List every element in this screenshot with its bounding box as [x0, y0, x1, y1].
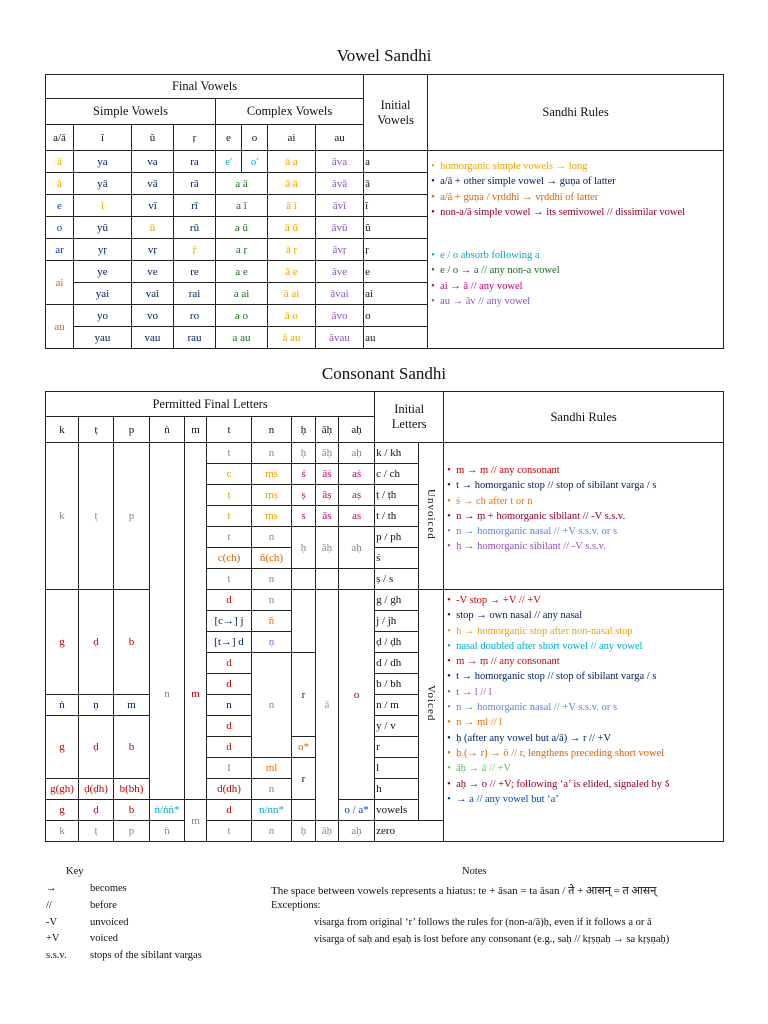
cell: ḍ	[79, 800, 114, 821]
col-header: n	[252, 417, 292, 443]
rule-item: • n → homorganic nasal // +V s.s.v. or s	[456, 700, 723, 715]
cell: ai	[46, 261, 74, 305]
initial-vowel: o	[364, 305, 428, 327]
cell: n	[252, 653, 292, 758]
initial-letter: zero	[375, 821, 444, 842]
cell: yŭ	[74, 217, 132, 239]
cell	[292, 590, 316, 653]
cell: n	[207, 695, 252, 716]
cell: n	[252, 527, 292, 548]
cell: rau	[174, 327, 216, 349]
cell: ḍ	[79, 716, 114, 779]
cell: a au	[216, 327, 268, 349]
col-header: p	[114, 417, 150, 443]
rule-item: • -V stop → +V // +V	[456, 593, 723, 608]
cell	[339, 569, 375, 590]
cell: ml	[252, 758, 292, 779]
cell: t	[207, 527, 252, 548]
key-symbol: →	[46, 883, 57, 894]
cell: g	[46, 800, 79, 821]
col-header: o	[242, 125, 268, 151]
rule-item: • au → āv // any vowel	[440, 294, 723, 309]
cell: a ŭ	[216, 217, 268, 239]
cell: ṃś	[252, 464, 292, 485]
key-symbol: //	[46, 899, 52, 911]
key-symbol: -V	[46, 916, 58, 928]
cell: n	[150, 590, 185, 800]
cell: āva	[316, 151, 364, 173]
cell: as	[339, 506, 375, 527]
cell: c(ch)	[207, 548, 252, 569]
cell: ā au	[268, 327, 316, 349]
cell: āvai	[316, 283, 364, 305]
cell: yau	[74, 327, 132, 349]
cell: ar	[46, 239, 74, 261]
col-header: ĭ	[74, 125, 132, 151]
cell: t	[207, 443, 252, 464]
rule-item: • nasal doubled after short vowel // any vowel	[456, 639, 723, 654]
cell: g	[46, 590, 79, 695]
initial-letter: ś	[375, 548, 419, 569]
cell: āḥ	[316, 821, 339, 842]
cell: o / a*	[339, 800, 375, 821]
cell: ya	[74, 151, 132, 173]
initial-letter: t / th	[375, 506, 419, 527]
cell	[292, 569, 316, 590]
consonant-sandhi-title: Consonant Sandhi	[321, 364, 447, 383]
cell: b(bh)	[114, 779, 150, 800]
col-header: t	[207, 417, 252, 443]
cell: aḥ	[339, 443, 375, 464]
key-symbol: +V	[46, 933, 60, 945]
cell: ṭ	[207, 485, 252, 506]
initial-vowels-header: Initial Vowels	[364, 75, 428, 151]
cell: a ā	[216, 173, 268, 195]
simple-vowels-header: Simple Vowels	[46, 99, 216, 125]
cell: ś	[292, 464, 316, 485]
cell: o*	[292, 737, 316, 758]
initial-letters-header: Initial Letters	[375, 392, 444, 443]
permitted-final-header: Permitted Final Letters	[46, 392, 375, 417]
cell: aḥ	[339, 527, 375, 569]
cell: āvā	[316, 173, 364, 195]
cell: a ṛ	[216, 239, 268, 261]
key-meaning: stops of the sibilant vargas	[90, 950, 202, 962]
notes-line-1: The space between vowels represents a hiatus: te + āsan = ta āsan / ते + आसन् = त आसन्	[271, 885, 657, 897]
cell: d	[207, 800, 252, 821]
cell: p	[114, 821, 150, 842]
cell: a ĭ	[216, 195, 268, 217]
cell: ū	[132, 217, 174, 239]
voiced-rules	[444, 590, 724, 842]
rule-item: • h → homorganic stop after non-nasal stop	[456, 624, 723, 639]
cell: k	[46, 443, 79, 590]
initial-vowel: ŭ	[364, 217, 428, 239]
initial-letter: j / jh	[375, 611, 419, 632]
cell: n	[252, 590, 292, 611]
cell: rā	[174, 173, 216, 195]
cell: d	[207, 674, 252, 695]
cell: b	[114, 590, 150, 695]
cell: ā ai	[268, 283, 316, 305]
cell: āvŭ	[316, 217, 364, 239]
rule-item: • m → ṃ // any consonant	[456, 654, 723, 669]
initial-letter: k / kh	[375, 443, 419, 464]
cell: n	[252, 779, 292, 800]
cell: rī	[174, 195, 216, 217]
cell: e'	[216, 151, 242, 173]
cell: t	[207, 506, 252, 527]
cell: [c→] j	[207, 611, 252, 632]
cell: d(dh)	[207, 779, 252, 800]
key-meaning: before	[90, 899, 117, 911]
cell: ṭ	[79, 821, 114, 842]
cell: [t→] d	[207, 632, 252, 653]
cell: āvo	[316, 305, 364, 327]
cell: yai	[74, 283, 132, 305]
cell: ṅ	[150, 821, 185, 842]
cell: n/nn*	[252, 800, 292, 821]
cell: n	[252, 821, 292, 842]
cell: au	[46, 305, 74, 349]
cell: ṇ	[79, 695, 114, 716]
initial-letter: l	[375, 758, 419, 779]
rule-item: • t → homorganic stop // stop of sibilant varga / s	[456, 669, 723, 684]
cell: ā a	[268, 151, 316, 173]
cell: m	[114, 695, 150, 716]
cell: āś	[316, 464, 339, 485]
cell: ā	[316, 590, 339, 821]
cell: ā ĭ	[268, 195, 316, 217]
cell: ṃs	[252, 506, 292, 527]
cell: m	[185, 800, 207, 842]
cell: ḍ	[79, 590, 114, 695]
sandhi-rules-header: Sandhi Rules	[444, 392, 724, 443]
rule-item: • e / o absorb following a	[440, 248, 723, 263]
initial-letter: p / ph	[375, 527, 419, 548]
cell: āve	[316, 261, 364, 283]
col-header: a/ā	[46, 125, 74, 151]
cell	[150, 443, 185, 590]
cell: rai	[174, 283, 216, 305]
cell: va	[132, 151, 174, 173]
key-heading: Key	[66, 866, 84, 877]
rule-item: • non-a/ā simple vowel → its semivowel // dissimilar vowel	[440, 205, 723, 220]
rule-item: • ḥ (after any vowel but a/ā) → r // +V	[456, 731, 723, 746]
complex-vowels-header: Complex Vowels	[216, 99, 364, 125]
cell: rū	[174, 217, 216, 239]
rule-item: • n → ṃl // l	[456, 715, 723, 730]
cell: o'	[242, 151, 268, 173]
rule-item: • stop → own nasal // any nasal	[456, 608, 723, 623]
notes-line-2: Exceptions:	[271, 900, 321, 911]
rule-item: • a/ā + guṇa / vṛddhi → vṛddhi of latter	[440, 190, 723, 205]
cell: āvĭ	[316, 195, 364, 217]
cell: vā	[132, 173, 174, 195]
col-header: k	[46, 417, 79, 443]
rule-item: • ś → ch after t or n	[456, 494, 723, 509]
cell: ṣ	[292, 485, 316, 506]
rule-item: • āḥ → ā // +V	[456, 761, 723, 776]
cell: ṃṣ	[252, 485, 292, 506]
cell: re	[174, 261, 216, 283]
initial-vowel: ĭ	[364, 195, 428, 217]
key-meaning: voiced	[90, 933, 118, 945]
cell: ve	[132, 261, 174, 283]
cell: c	[207, 464, 252, 485]
rule-item: • aḥ → o // +V; following ‘a’ is elided, signaled by ऽ	[456, 777, 723, 792]
initial-letter: y / v	[375, 716, 419, 737]
cell: d	[207, 716, 252, 737]
cell: o	[46, 217, 74, 239]
cell: ā	[46, 173, 74, 195]
key-meanings	[90, 883, 202, 967]
cell: b	[114, 800, 150, 821]
rule-item: • ḥ (→ r) → ō // r, lengthens preceding short vowel	[456, 746, 723, 761]
cell: ṭ	[79, 443, 114, 590]
initial-letter: n / m	[375, 695, 419, 716]
cell: t	[207, 821, 252, 842]
notes-heading: Notes	[462, 866, 487, 877]
initial-vowel: au	[364, 327, 428, 349]
cell: e	[46, 195, 74, 217]
cell: vai	[132, 283, 174, 305]
rule-item: • n → homorganic nasal // +V s.s.v. or s	[456, 524, 723, 539]
sandhi-rules-header: Sandhi Rules	[428, 75, 724, 151]
rule-item: • t → homorganic stop // stop of sibilant varga / s	[456, 478, 723, 493]
cell: ṅ/ṅṅ*	[150, 800, 185, 821]
consonant-sandhi-table	[45, 391, 724, 842]
cell: g	[46, 716, 79, 779]
cell: d	[207, 737, 252, 758]
col-header: aḥ	[339, 417, 375, 443]
col-header: ṛ	[174, 125, 216, 151]
cell: l	[207, 758, 252, 779]
col-header: ṭ	[79, 417, 114, 443]
rule-item: • homorganic simple vowels → long	[440, 159, 723, 174]
cell: ī	[74, 195, 132, 217]
cell	[292, 800, 316, 821]
initial-vowel: a	[364, 151, 428, 173]
cell: vī	[132, 195, 174, 217]
rule-item: • ai → ā // any vowel	[440, 279, 723, 294]
cell: ā o	[268, 305, 316, 327]
cell: n	[252, 569, 292, 590]
vowel-sandhi-title: Vowel Sandhi	[336, 46, 432, 65]
rule-item: • ḥ → homorganic sibilant // -V s.s.v.	[456, 539, 723, 554]
initial-vowel: ṛ	[364, 239, 428, 261]
rule-item: • t → l // l	[456, 685, 723, 700]
initial-letter: ḍ / ḍh	[375, 632, 419, 653]
cell: yṛ	[74, 239, 132, 261]
unvoiced-label: Unvoiced	[419, 443, 444, 590]
cell: p	[114, 443, 150, 590]
cell: aḥ	[339, 821, 375, 842]
cell: ñ(ch)	[252, 548, 292, 569]
cell: k	[46, 821, 79, 842]
rule-item: • → a // any vowel but ‘a’	[456, 792, 723, 807]
cell: ro	[174, 305, 216, 327]
initial-letter: ṣ / s	[375, 569, 419, 590]
cell: a e	[216, 261, 268, 283]
cell: a ai	[216, 283, 268, 305]
cell: ā ṛ	[268, 239, 316, 261]
initial-vowel: ai	[364, 283, 428, 305]
cell: ñ	[252, 611, 292, 632]
key-section	[66, 866, 84, 883]
key-symbol: s.s.v.	[46, 950, 67, 962]
final-vowels-header: Final Vowels	[46, 75, 364, 99]
col-header: ai	[268, 125, 316, 151]
cell: vo	[132, 305, 174, 327]
initial-vowel: ā	[364, 173, 428, 195]
col-header: au	[316, 125, 364, 151]
vowel-rules	[428, 151, 724, 349]
cell: ā ā	[268, 173, 316, 195]
cell: r	[292, 653, 316, 737]
cell: m	[185, 590, 207, 800]
cell: ā ŭ	[268, 217, 316, 239]
cell: ṅ	[46, 695, 79, 716]
unvoiced-rules	[444, 443, 724, 590]
cell: ā	[46, 151, 74, 173]
cell: vṛ	[132, 239, 174, 261]
cell: aś	[339, 464, 375, 485]
cell: āvṛ	[316, 239, 364, 261]
cell: aṣ	[339, 485, 375, 506]
cell	[185, 443, 207, 590]
cell: ṝ	[174, 239, 216, 261]
cell: b	[114, 716, 150, 779]
cell: o	[339, 590, 375, 800]
initial-letter: c / ch	[375, 464, 419, 485]
key-meaning: unvoiced	[90, 916, 129, 928]
notes-exception-1: visarga from original ‘r’ follows the rules for (non-a/ā)ḥ, even if it follows a or ā	[314, 917, 652, 928]
initial-vowel: e	[364, 261, 428, 283]
vowel-sandhi-table	[45, 74, 724, 349]
initial-letter: h	[375, 779, 419, 800]
initial-letter: g / gh	[375, 590, 419, 611]
cell: vau	[132, 327, 174, 349]
cell: d	[207, 590, 252, 611]
col-header: āḥ	[316, 417, 339, 443]
cell: n	[252, 443, 292, 464]
voiced-label: Voiced	[419, 590, 444, 821]
key-meaning: becomes	[90, 883, 127, 894]
cell: yā	[74, 173, 132, 195]
initial-letter: ṭ / ṭh	[375, 485, 419, 506]
key-symbols	[46, 883, 67, 967]
rule-item: • n → ṃ + homorganic sibilant // -V s.s.v.	[456, 509, 723, 524]
cell	[316, 569, 339, 590]
cell: yo	[74, 305, 132, 327]
cell: āvau	[316, 327, 364, 349]
cell: ḥ	[292, 527, 316, 569]
cell: ḥ	[292, 821, 316, 842]
initial-letter: vowels	[375, 800, 419, 821]
col-header: m	[185, 417, 207, 443]
cell: t	[207, 569, 252, 590]
initial-letter: d / dh	[375, 653, 419, 674]
cell: āḥ	[316, 527, 339, 569]
cell: ā e	[268, 261, 316, 283]
rule-item: • e / o → a // any non-a vowel	[440, 263, 723, 278]
cell: g(gh)	[46, 779, 79, 800]
cell: ye	[74, 261, 132, 283]
cell: s	[292, 506, 316, 527]
cell: a o	[216, 305, 268, 327]
cell: d	[207, 653, 252, 674]
rule-item: • m → ṃ // any consonant	[456, 463, 723, 478]
cell: āḥ	[316, 443, 339, 464]
col-header: e	[216, 125, 242, 151]
cell: ra	[174, 151, 216, 173]
cell: āṣ	[316, 485, 339, 506]
col-header: ŭ	[132, 125, 174, 151]
notes-exception-2: visarga of saḥ and eṣaḥ is lost before any consonant (e.g., saḥ // kṛṣṇaḥ → sa kṛṣṇaḥ)	[314, 934, 670, 945]
initial-letter: r	[375, 737, 419, 758]
col-header: ḥ	[292, 417, 316, 443]
initial-letter: b / bh	[375, 674, 419, 695]
cell: ḥ	[292, 443, 316, 464]
cell: ās	[316, 506, 339, 527]
cell: r	[292, 758, 316, 800]
cell: ṇ	[252, 632, 292, 653]
rule-item: • a/ā + other simple vowel → guṇa of latter	[440, 174, 723, 189]
col-header: ṅ	[150, 417, 185, 443]
cell: ḍ(ḍh)	[79, 779, 114, 800]
